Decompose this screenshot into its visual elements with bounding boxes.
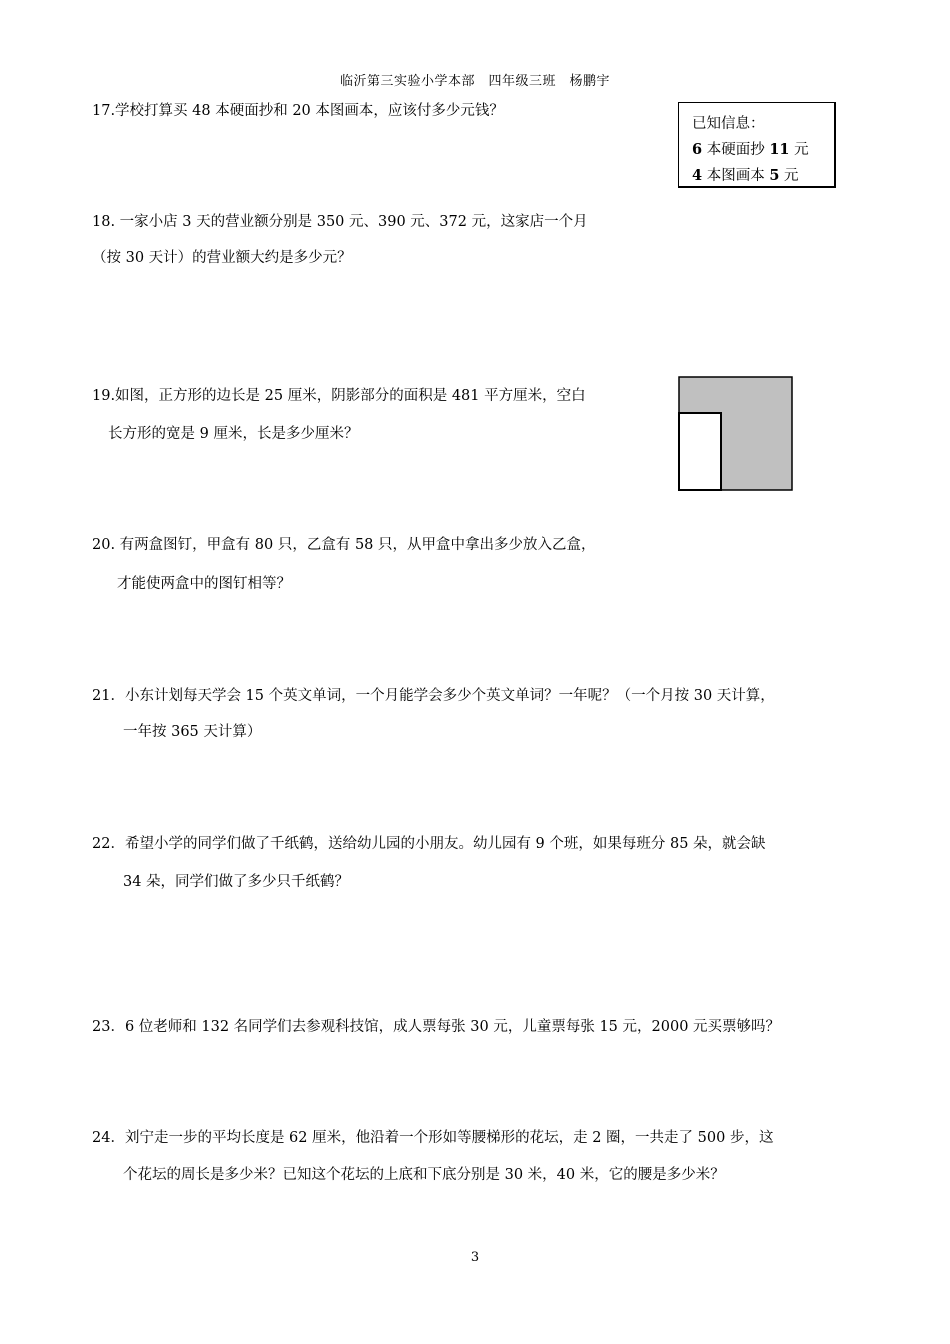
question-21-line-2: 一年按 365 天计算） [123,724,262,740]
question-24-line-1: 24．刘宁走一步的平均长度是 62 厘米，他沿着一个形如等腰梯形的花坛，走 2 圈，一共走了 500 步，这 [92,1130,774,1146]
info-box-title: 已知信息： [692,116,765,132]
known-info-box [678,102,836,188]
info-row-2-quantity: 4 [692,167,703,184]
question-20-line-1: 20. 有两盒图钉，甲盒有 80 只，乙盒有 58 只，从甲盒中拿出多少放入乙盒， [92,537,596,553]
question-18-line-2: （按 30 天计）的营业额大约是多少元？ [92,250,352,266]
question-19-line-1: 19.如图，正方形的边长是 25 厘米，阴影部分的面积是 481 平方厘米，空白 [92,388,586,404]
question-22-line-1: 22．希望小学的同学们做了千纸鹤，送给幼儿园的小朋友。幼儿园有 9 个班，如果每班分 85 朵，就会缺 [92,836,766,852]
question-18-line-1: 18. 一家小店 3 天的营业额分别是 350 元、390 元、372 元，这家店一个月 [92,214,588,230]
blank-rectangle [679,413,721,490]
question-17-line-1: 17.学校打算买 48 本硬面抄和 20 本图画本，应该付多少元钱？ [92,103,504,119]
question-20-line-2: 才能使两盒中的图钉相等？ [117,576,291,592]
info-row-1-price: 11 [769,141,790,158]
info-row-1-quantity: 6 [692,141,703,158]
page-number: 3 [470,1250,480,1265]
info-row-1-item: 本硬面抄 [706,142,765,158]
info-box-row-2 [692,163,834,189]
question-23-line-1: 23．6 位老师和 132 名同学们去参观科技馆，成人票每张 30 元，儿童票每张 15 元，2000 元买票够吗？ [92,1019,781,1035]
page-header: 临沂第三实验小学本部 四年级三班 杨鹏宇 [339,74,610,89]
info-box-row-1 [692,137,834,163]
info-row-1-unit: 元 [794,142,809,158]
question-21-line-1: 21．小东计划每天学会 15 个英文单词，一个月能学会多少个英文单词？一年呢？（一个月按 30 天计算， [92,688,775,704]
info-row-2-price: 5 [769,167,780,184]
info-row-2-unit: 元 [784,168,799,184]
info-row-2-item: 本图画本 [706,168,765,184]
question-22-line-2: 34 朵，同学们做了多少只千纸鹤？ [123,874,350,890]
square-with-blank-rectangle-figure [678,376,794,492]
question-19-line-2: 长方形的宽是 9 厘米，长是多少厘米？ [108,426,359,442]
question-24-line-2: 个花坛的周长是多少米？已知这个花坛的上底和下底分别是 30 米，40 米，它的腰是多少米？ [123,1167,725,1183]
